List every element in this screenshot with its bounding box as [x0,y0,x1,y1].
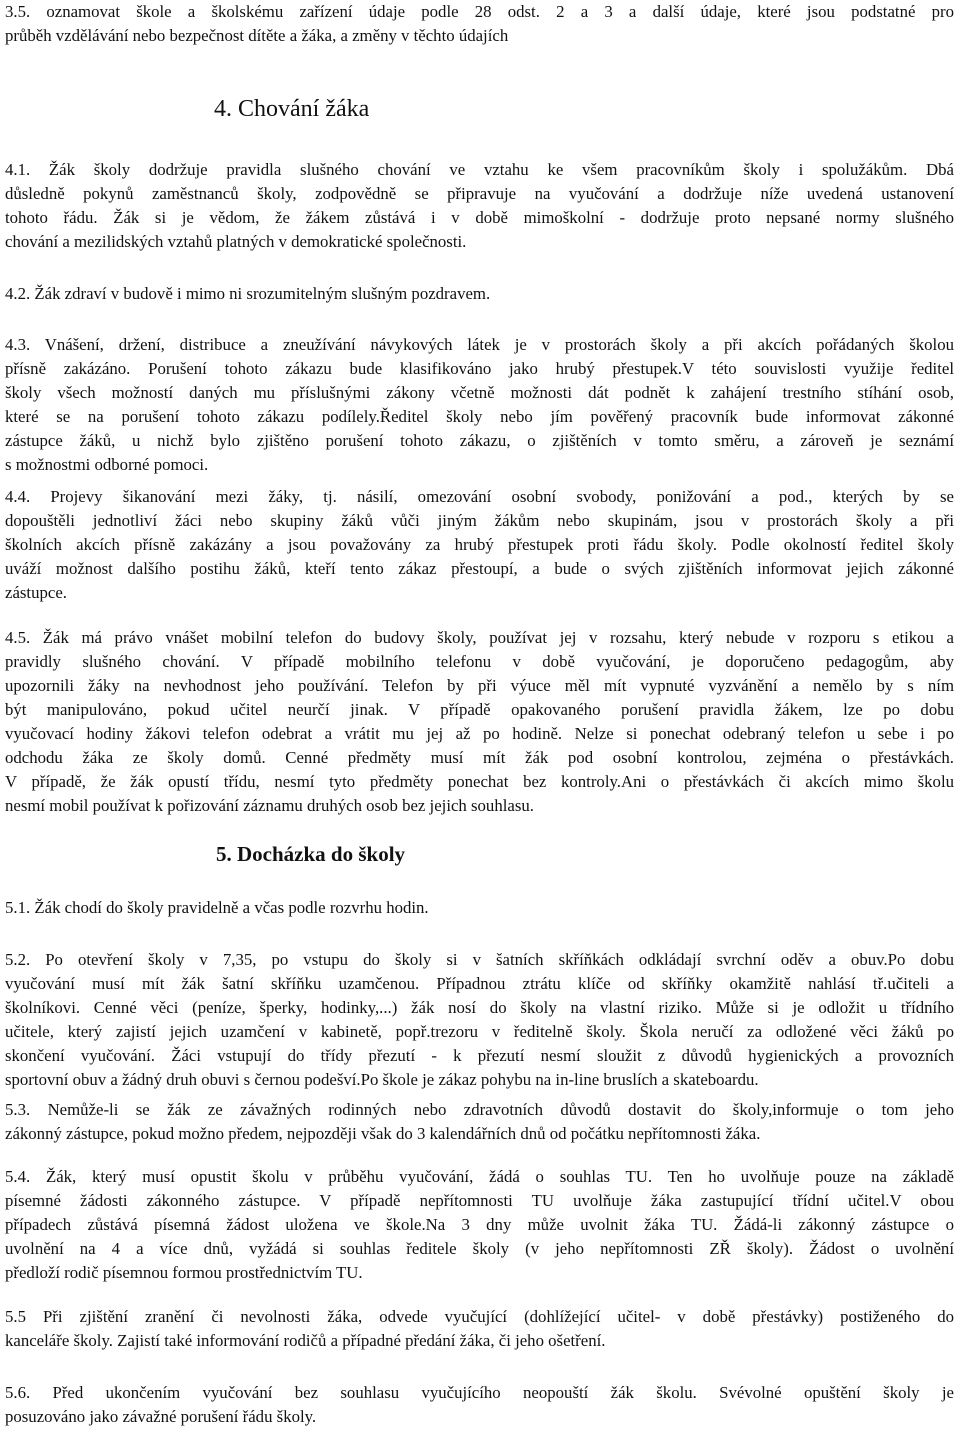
text-line: s možnostmi odborné pomoci. [5,455,209,474]
text-line: sportovní obuv a žádný druh obuvi s černou podešví.Po škole je zákaz pohybu na in-line bruslích a skateboardu. [5,1070,759,1089]
text-line: být manipulováno, pokud učitel neurčí jinak. V případě opakovaného porušení pravidla žákem, lze po dobu [5,700,954,719]
section-heading-dochazka: 5. Docházka do školy [216,842,406,866]
text-line: které se na porušení tohoto zákazu podílely.Ředitel školy nebo jím pověřený pracovník bude informovat zákonné [5,407,954,426]
text-line: školníkovi. Cenné věci (peníze, šperky, hodinky,...) žák nosí do školy na vlastní riziko. Může si je odložit u třídního [5,998,954,1017]
text-line: 5.5 Při zjištění zranění či nevolnosti žáka, odvede vyučující (dohlížející učitel- v době přestávky) postiženého do [5,1307,954,1326]
text-line: pravidly slušného chování. V případě mobilního telefonu v době vyučování, je doporučeno pedagogům, aby [5,652,954,671]
text-line: V případě, že žák opustí třídu, nesmí tyto předměty ponechat bez kontroly.Ani o přestávkách či akcích mimo školu [5,772,954,791]
text-line: skončení vyučování. Žáci vstupují do třídy přezutí - k přezutí nesmí sloužit z důvodů hygienických a provozních [5,1046,954,1065]
text-line: písemné žádosti zákonného zástupce. V případě nepřítomnosti TU uvolňuje žáka zastupující třídní učitel.V obou [5,1191,954,1210]
section-heading-chovani-zaka: 4. Chování žáka [214,96,370,122]
text-line: učitele, který zajistí jejich uzamčení v kabinetě, popř.trezoru v ředitelně školy. Škola neručí za odložené věci žáků po [5,1022,954,1041]
text-line: 3.5. oznamovat škole a školskému zařízení údaje podle 28 odst. 2 a 3 a další údaje, které jsou podstatné pro [5,2,954,21]
text-line: případech zůstává písemná žádost uložena ve škole.Na 3 dny může uvolnit žáka TU. Žádá-li zákonný zástupce o [5,1215,954,1234]
text-line: 5.1. Žák chodí do školy pravidelně a včas podle rozvrhu hodin. [5,898,429,917]
text-line: průběh vzdělávání nebo bezpečnost dítěte a žáka, a změny v těchto údajích [5,26,509,45]
text-line: 4.1. Žák školy dodržuje pravidla slušného chování ve vztahu ke všem pracovníkům školy i spolužákům. Dbá [5,160,954,179]
text-line: tohoto řádu. Žák si je vědom, že žákem zůstává i v době mimoškolní - dodržuje proto nepsané normy slušného [5,208,954,227]
text-line: 4.5. Žák má právo vnášet mobilní telefon do budovy školy, používat jej v rozsahu, který nebude v rozporu s etikou a [5,628,954,647]
text-line: 5.6. Před ukončením vyučování bez souhlasu vyučujícího neopouští žák školu. Svévolné opuštění školy je [5,1383,954,1402]
text-line: upozornili žáky na nevhodnost jeho používání. Telefon by při výuce měl mít vypnuté vyzvánění a nemělo by s ním [5,676,954,695]
text-line: 4.2. Žák zdraví v budově i mimo ni srozumitelným slušným pozdravem. [5,284,491,303]
text-line: chování a mezilidských vztahů platných v demokratické společnosti. [5,232,467,251]
text-line: zástupce. [5,583,67,602]
text-line: školních akcích přísně zakázány a jsou považovány za hrubý přestupek proti řádu školy. Podle okolností ředitel školy [5,535,954,554]
text-line: posuzováno jako závažné porušení řádu školy. [5,1407,317,1426]
text-line: předloží rodič písemnou formou prostřednictvím TU. [5,1263,363,1282]
text-line: nesmí mobil používat k pořizování záznamu druhých osob bez jejich souhlasu. [5,796,534,815]
text-line: 5.3. Nemůže-li se žák ze závažných rodinných nebo zdravotních důvodů dostavit do školy,informuje o tom jeho [5,1100,954,1119]
text-line: zákonný zástupce, pokud možno předem, nejpozději však do 3 kalendářních dnů od počátku nepřítomnosti žáka. [5,1124,761,1143]
text-line: uváží možnost dalšího postihu žáků, kteří tento zákaz přestoupí, a bude o svých zjištěních informovat jejich zákonné [5,559,954,578]
text-line: vyučování musí mít žák šatní skříňku uzamčenou. Případnou ztrátu klíče od skříňky okamžitě nahlásí tř.učiteli a [5,974,954,993]
text-line: 4.3. Vnášení, držení, distribuce a zneužívání návykových látek je v prostorách školy a při akcích pořádaných školou [5,335,954,354]
text-line: vyučovací hodiny žákovi telefon odebrat a vrátit mu jej až po hodině. Nelze si ponechat odebraný telefon u sebe i po [5,724,954,743]
text-line: 5.2. Po otevření školy v 7,35, po vstupu do školy si v šatních skříňkách odkládají svrchní oděv a obuv.Po dobu [5,950,954,969]
text-line: 5.4. Žák, který musí opustit školu v průběhu vyučování, žádá o souhlas TU. Ten ho uvolňuje pouze na základě [5,1167,954,1186]
text-line: důsledně pokynů zaměstnanců školy, zodpovědně se připravuje na vyučování a dodržuje níže uvedená ustanovení [5,184,954,203]
text-line: dopouštěli jednotliví žáci nebo skupiny žáků vůči jiným žákům nebo skupinám, jsou v prostorách školy a při [5,511,954,530]
text-line: zástupce žáků, u nichž bylo zjištěno porušení tohoto zákazu, o zjištěních v tomto směru, a zároveň je seznámí [5,431,954,450]
text-line: přísně zakázáno. Porušení tohoto zákazu bude klasifikováno jako hrubý přestupek.V této souvislosti využije ředitel [5,359,954,378]
text-line: 4.4. Projevy šikanování mezi žáky, tj. násilí, omezování osobní svobody, ponižování a pod., kterých by se [5,487,954,506]
text-line: školy všech možností daných mu příslušnými zákony včetně možnosti dát podnět k zahájení trestního stíhání osob, [5,383,954,402]
text-line: odchodu žáka ze školy domů. Cenné předměty musí mít žák pod osobní kontrolou, zejména o přestávkách. [5,748,954,767]
text-line: uvolnění na 4 a více dnů, vyžádá si souhlas ředitele školy (v jeho nepřítomnosti ZŘ školy). Žádost o uvolnění [5,1239,954,1258]
text-line: kanceláře školy. Zajistí také informování rodičů a případné předání žáka, či jeho ošetření. [5,1331,606,1350]
